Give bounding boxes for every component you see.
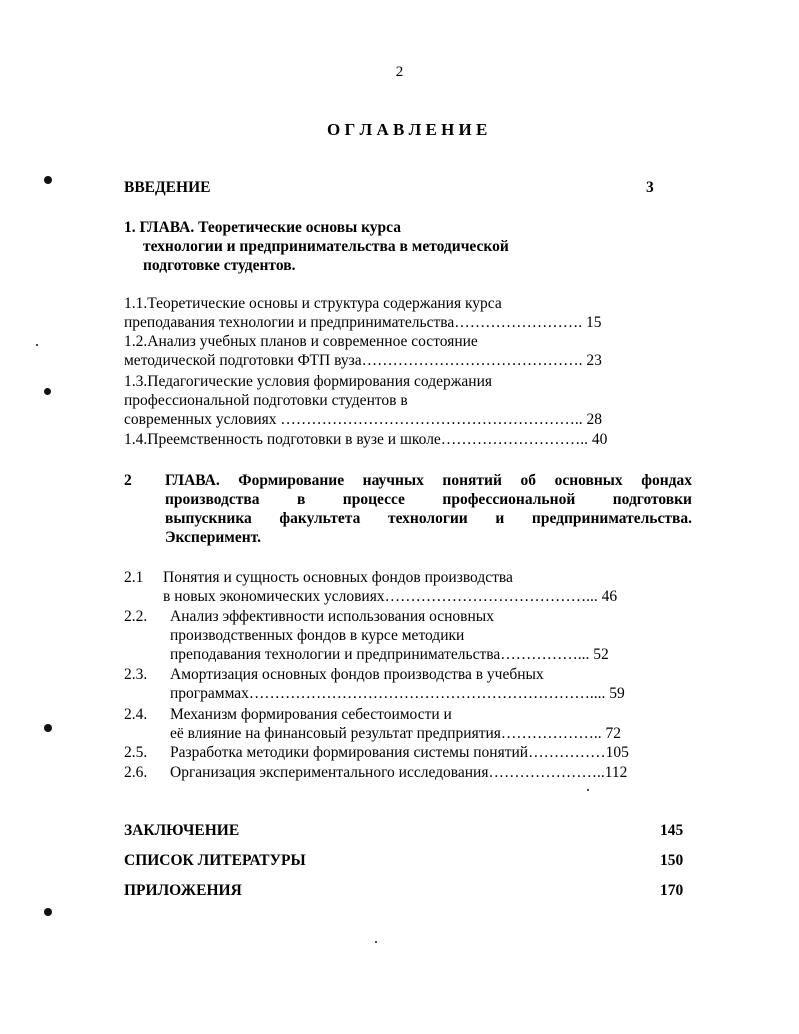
toc-entry-2-2: Анализ эффективности использования основных <box>170 608 494 625</box>
toc-entry-2-5: Разработка методики формирования системы понятий……………105 <box>170 744 629 761</box>
toc-entry-1-3: 1.3.Педагогические условия формирования содержания <box>124 373 493 390</box>
toc-entry-2-2-cont: преподавания технологии и предпринимательства……………... 52 <box>170 646 609 663</box>
section-number: 2.5. <box>124 744 148 761</box>
toc-entry-1-4: 1.4.Преемственность подготовки в вузе и школе……………………….. 40 <box>124 431 608 448</box>
toc-entry-1-2-cont: методической подготовки ФТП вуза……………………………………. 23 <box>124 352 602 369</box>
toc-entry-2-4: Механизм формирования себестоимости и <box>170 706 452 723</box>
scan-speck <box>44 176 52 184</box>
toc-entry-intro: ВВЕДЕНИЕ <box>124 179 211 196</box>
scan-speck <box>44 908 52 916</box>
toc-entry-2-2-cont: производственных фондов в курсе методики <box>170 627 465 644</box>
page-ref: 3 <box>646 179 654 196</box>
chapter-1-heading-line: подготовке студентов. <box>143 257 296 274</box>
toc-entry-conclusion: ЗАКЛЮЧЕНИЕ <box>124 822 240 839</box>
chapter-2-heading-line: выпускника факультета технологии и предпринимательства. <box>165 510 692 527</box>
toc-entry-1-3-cont: современных условиях ………………………………………………….. 28 <box>124 411 603 428</box>
page-ref: 150 <box>660 852 684 869</box>
chapter-2-number: 2 <box>124 472 132 489</box>
scan-speck <box>36 344 38 346</box>
scan-speck <box>44 388 51 395</box>
scan-speck <box>44 724 52 732</box>
page-number: 2 <box>395 64 404 80</box>
toc-title: О Г Л А В Л Е Н И Е <box>327 120 488 139</box>
scan-speck <box>587 789 589 791</box>
toc-entry-appendix: ПРИЛОЖЕНИЯ <box>124 882 242 899</box>
section-number: 2.6. <box>124 764 148 781</box>
chapter-2-heading-line: производства в процессе профессиональной подготовки <box>165 491 692 508</box>
page-ref: 145 <box>660 822 684 839</box>
toc-entry-1-1: 1.1.Теоретические основы и структура содержания курса <box>124 295 502 312</box>
chapter-2-heading-line: Эксперимент. <box>165 529 261 546</box>
chapter-1-heading-line: технологии и предпринимательства в методической <box>143 238 509 255</box>
chapter-2-heading: ГЛАВА. Формирование научных понятий об основных фондах <box>165 472 692 489</box>
page-ref: 170 <box>660 882 684 899</box>
section-number: 2.2. <box>124 608 148 625</box>
toc-entry-2-3: Амортизация основных фондов производства в учебных <box>170 666 544 683</box>
scan-speck <box>375 941 377 943</box>
chapter-1-heading: 1. ГЛАВА. Теоретические основы курса <box>124 219 401 236</box>
toc-entry-2-3-cont: программах………………………………………………………….... 59 <box>170 685 625 702</box>
section-number: 2.3. <box>124 666 148 683</box>
toc-entry-2-1-cont: в новых экономических условиях…………………………………... 46 <box>163 588 618 605</box>
toc-entry-2-1: Понятия и сущность основных фондов производства <box>163 569 513 586</box>
section-number: 2.1 <box>124 569 144 586</box>
toc-entry-1-1-cont: преподавания технологии и предпринимательства……………………. 15 <box>124 314 602 331</box>
toc-entry-literature: СПИСОК ЛИТЕРАТУРЫ <box>124 852 306 869</box>
toc-entry-2-6: Организация экспериментального исследования…………………..112 <box>170 764 628 781</box>
section-number: 2.4. <box>124 706 148 723</box>
toc-entry-2-4-cont: её влияние на финансовый результат предприятия……………….. 72 <box>170 725 622 742</box>
toc-entry-1-2: 1.2.Анализ учебных планов и современное состояние <box>124 333 478 350</box>
toc-entry-1-3-cont: профессиональной подготовки студентов в <box>124 392 408 409</box>
